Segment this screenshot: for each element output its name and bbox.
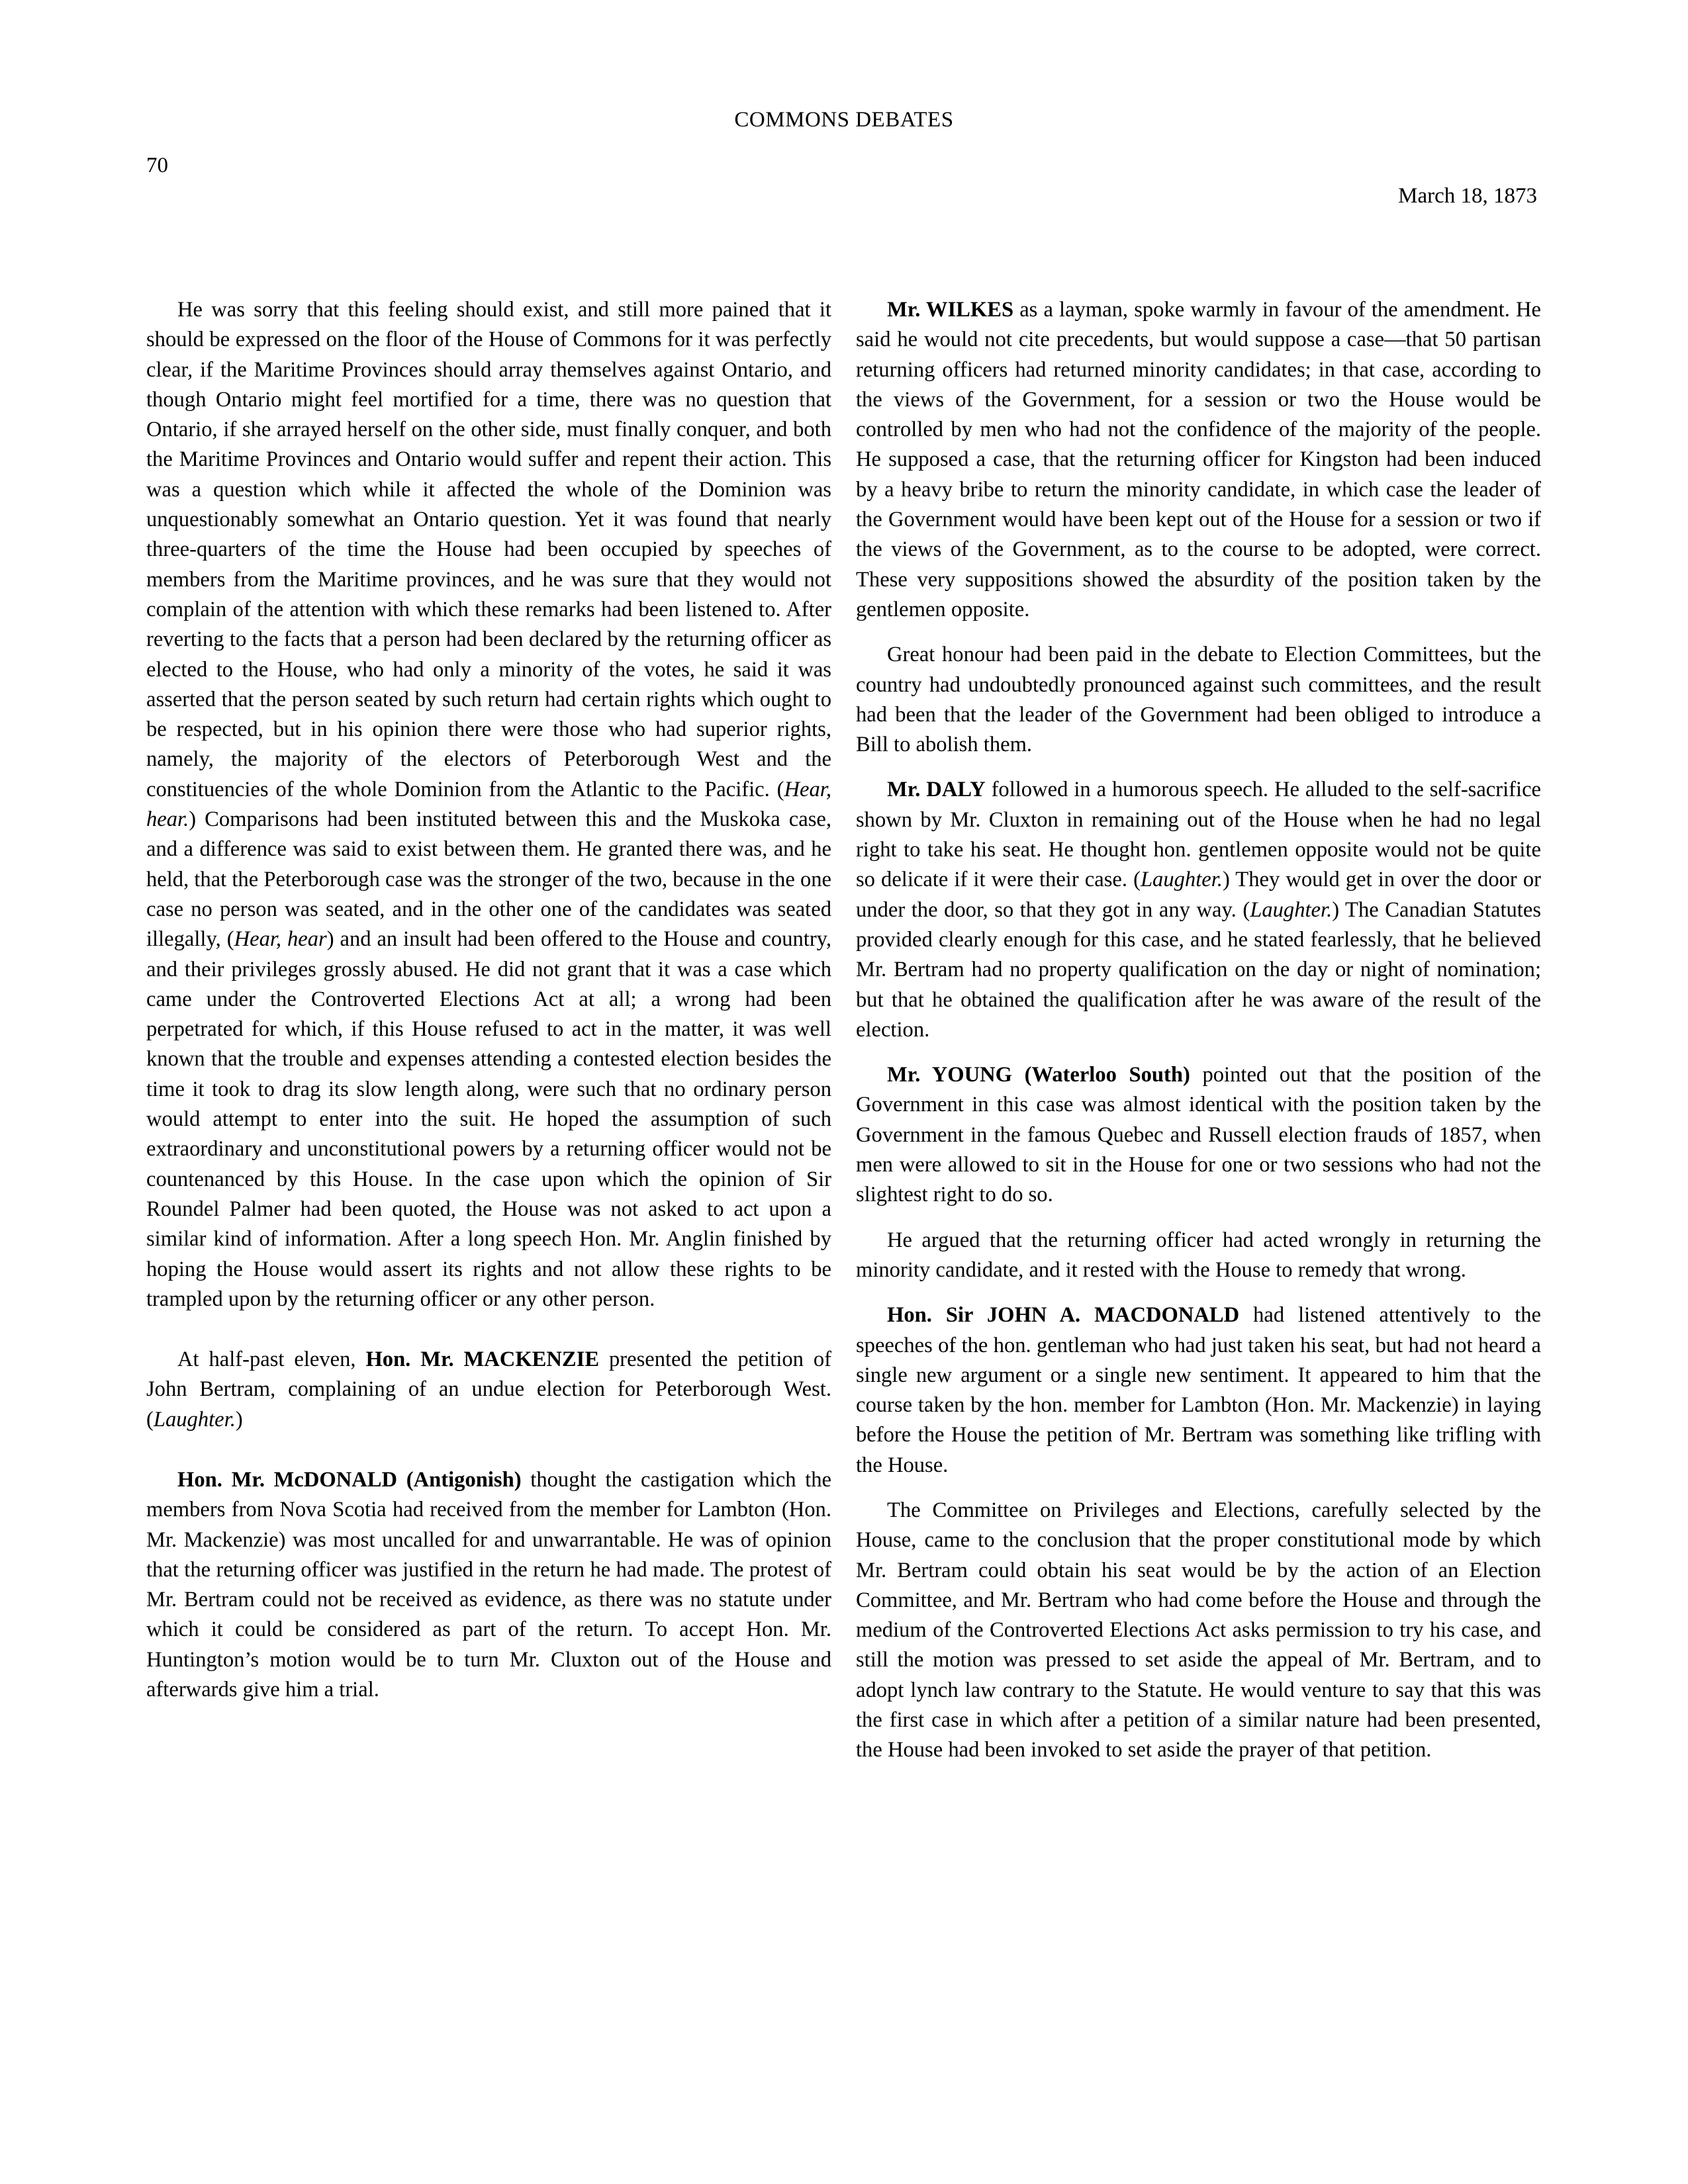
text: He argued that the returning officer had acted wrongly in returning the minority candidate, and it rested with the House to remedy that wrong. — [856, 1228, 1541, 1282]
text: At half-past eleven, — [177, 1347, 366, 1372]
paragraph-daly-speech — [856, 775, 1541, 1045]
text: pointed out that the position of the Government in this case was almost identical with the position taken by the Government in the famous Quebec and Russell election frauds of 1857, when men were allowed to sit in the House for one or two sessions who had not the slightest right to do so. — [856, 1063, 1541, 1207]
left-column — [146, 295, 831, 1720]
text: Great honour had been paid in the debate to Election Committees, but the country had undoubtedly pronounced against such committees, and the result had been that the leader of the Government had been obliged to introduce a Bill to abolish them. — [856, 643, 1541, 757]
text: as a layman, spoke warmly in favour of the amendment. He said he would not cite precedents, but would suppose a case—that 50 partisan returning officers had returned minority candidates; in that case, according to the views of the Government, for a session or two the House would be controlled by men who had not the confidence of the majority of the people. He supposed a case, that the returning officer for Kingston had been induced by a heavy bribe to return the minority candidate, in which case the leader of the Government would have been kept out of the House for a session or two if the views of the Government, as to the course to be adopted, were correct. These very suppositions showed the absurdity of the position taken by the gentlemen opposite. — [856, 298, 1542, 621]
interjection: Hear, hear. — [146, 777, 831, 832]
paragraph-wilkes-speech — [856, 295, 1541, 625]
interjection: Laughter. — [1140, 868, 1223, 892]
interjection: Laughter. — [153, 1407, 236, 1432]
paragraph-anglin-speech — [146, 295, 831, 1314]
text: ) and an insult had been offered to the House and country, and their privileges grossly abused. He did not grant that it was a case which came under the Controverted Elections Act at all; a wrong had been perpetrated for which, if this House refused to act in the matter, it was well known that the trouble and expenses attending a contested election besides the time it took to drag its slow length along, were such that no ordinary person would attempt to enter into the suit. He hoped the assumption of such extraordinary and unconstitutional powers by a returning officer would not be countenanced by this House. In the case upon which the opinion of Sir Roundel Palmer had been quoted, the House was not asked to act upon a similar kind of information. After a long speech Hon. Mr. Anglin finished by hoping the House would assert its rights and not allow these rights to be trampled upon by the returning officer or any other person. — [146, 927, 831, 1311]
paragraph-macdonald-speech — [856, 1300, 1541, 1480]
speaker-name: Mr. DALY — [887, 778, 986, 802]
running-head: COMMONS DEBATES — [734, 108, 954, 132]
text: thought the castigation which the members from Nova Scotia had received from the member for Lambton (Hon. Mr. Mackenzie) was most uncalled for and unwarrantable. He was of opinion that the returning officer was justified in the return he had made. The protest of Mr. Bertram could not be received as evidence, as there was no statute under which it could be considered as part of the return. To accept Hon. Mr. Huntington’s motion would be to turn Mr. Cluxton out of the House and afterwards give him a trial. — [146, 1467, 831, 1702]
paragraph-returning-officer — [856, 1226, 1541, 1286]
text: ) Comparisons had been instituted between this and the Muskoka case, and a difference was said to exist between them. He granted there was, and he held, that the Peterborough case was the stronger of the two, because in the one case no person was seated, and in the other one of the candidates was seated illegally, ( — [146, 807, 831, 952]
text: followed in a humorous speech. He alluded to the self-sacrifice shown by Mr. Cluxton in remaining out of the House when he had no legal right to take his seat. He thought hon. gentlemen opposite would not be quite so delicate if it were their case. ( — [856, 778, 1541, 892]
text: ) — [235, 1407, 243, 1432]
speaker-name: Mr. YOUNG (Waterloo South) — [887, 1063, 1190, 1087]
page-number: 70 — [146, 154, 168, 177]
text: ) The Canadian Statutes provided clearly enough for this case, and he stated fearlessly, that he believed Mr. Bertram had no property qualification on the day or night of nomination; but that he obtained the qualification after he was aware of the result of the election. — [856, 897, 1541, 1042]
interjection: Laughter. — [1250, 897, 1333, 922]
text: had listened attentively to the speeches of the hon. gentleman who had just taken his seat, but had not heard a single new argument or a single new sentiment. It appeared to him that the course taken by the hon. member for Lambton (Hon. Mr. Mackenzie) in laying before the House the petition of Mr. Bertram was something like trifling with the House. — [856, 1303, 1541, 1477]
paragraph-mackenzie-petition — [146, 1345, 831, 1435]
interjection: Hear, hear — [234, 927, 327, 952]
text: presented the petition of John Bertram, complaining of an undue election for Peterborough West. ( — [146, 1347, 831, 1432]
speaker-name: Mr. WILKES — [887, 298, 1014, 322]
speaker-name: Hon. Sir JOHN A. MACDONALD — [887, 1303, 1240, 1328]
paragraph-mcdonald-speech — [146, 1465, 831, 1705]
page-date: March 18, 1873 — [1398, 184, 1537, 208]
speaker-name: Hon. Mr. McDONALD (Antigonish) — [177, 1467, 522, 1492]
text: ) They would get in over the door or under the door, so that they got in any way. ( — [856, 868, 1541, 922]
right-column — [856, 295, 1541, 1781]
paragraph-young-speech — [856, 1060, 1541, 1210]
speaker-name: Hon. Mr. MACKENZIE — [365, 1347, 600, 1372]
paragraph-election-committees — [856, 640, 1541, 760]
text: The Committee on Privileges and Elections, carefully selected by the House, came to the conclusion that the proper constitutional mode by which Mr. Bertram could obtain his seat would be by the action of an Election Committee, and Mr. Bertram who had come before the House and through the medium of the Controverted Elections Act asks permission to try his case, and still the motion was pressed to set aside the appeal of Mr. Bertram, and to adopt lynch law contrary to the Statute. He would venture to say that this was the first case in which after a petition of a similar nature had been presented, the House had been invoked to set aside the prayer of that petition. — [856, 1498, 1541, 1762]
text: He was sorry that this feeling should exist, and still more pained that it should be expressed on the floor of the House of Commons for it was perfectly clear, if the Maritime Provinces should array themselves against Ontario, and though Ontario might feel mortified for a time, there was no question that Ontario, if she arrayed herself on the other side, must finally conquer, and both the Maritime Provinces and Ontario would suffer and repent their action. This was a question which while it affected the whole of the Dominion was unquestionably somewhat an Ontario question. Yet it was found that nearly three-quarters of the time the House had been occupied by speeches of members from the Maritime provinces, and he was sure that they would not complain of the attention with which these remarks had been listened to. After reverting to the facts that a person had been declared by the returning officer as elected to the House, who had only a minority of the votes, he said it was asserted that the person seated by such return had certain rights which ought to be respected, but in his opinion there were those who had superior rights, namely, the majority of the electors of Peterborough West and the constituencies of the whole Dominion from the Atlantic to the Pacific. ( — [146, 298, 831, 801]
paragraph-committee-privileges — [856, 1496, 1541, 1766]
